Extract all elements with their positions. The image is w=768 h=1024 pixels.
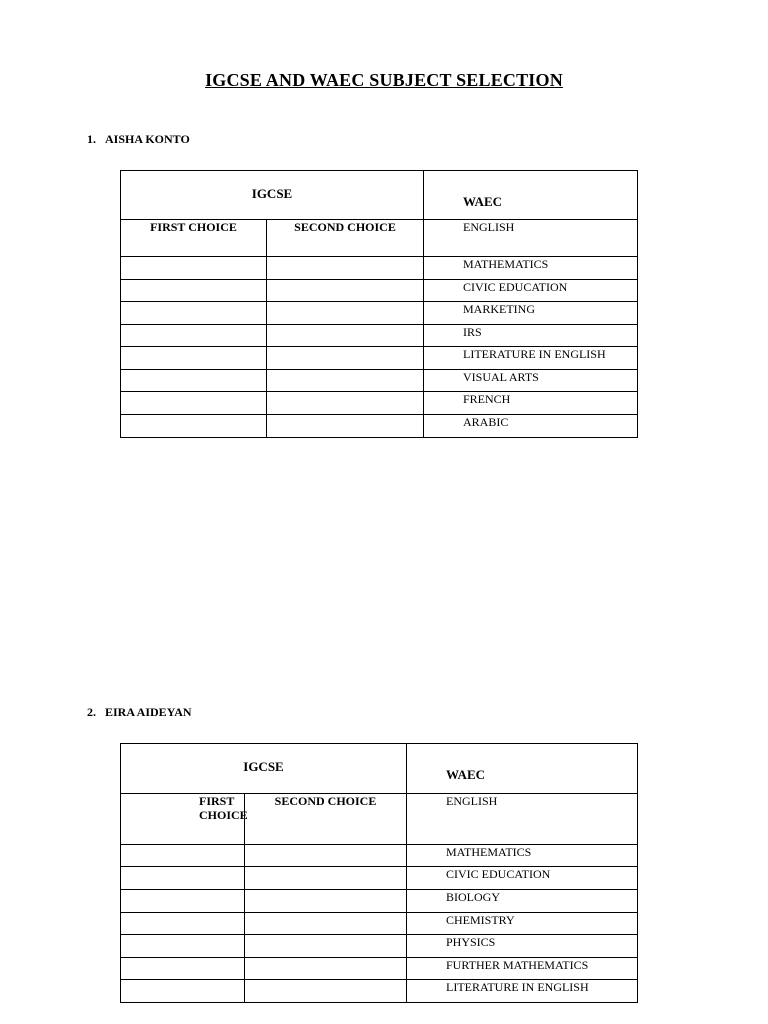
table-row bbox=[121, 325, 638, 347]
table-row bbox=[121, 980, 638, 1003]
waec-subject-cell bbox=[407, 845, 638, 867]
subject-selection-table bbox=[120, 170, 638, 438]
student-heading bbox=[87, 132, 190, 147]
first-choice-header bbox=[121, 794, 248, 845]
waec-subject: VISUAL ARTS bbox=[463, 370, 539, 384]
first-choice-input-cell[interactable] bbox=[121, 392, 267, 415]
waec-subject-cell bbox=[424, 415, 638, 438]
table-row bbox=[121, 958, 638, 980]
first-choice-input-cell[interactable] bbox=[121, 302, 267, 325]
first-choice-input-cell[interactable] bbox=[121, 325, 267, 347]
igcse-header: IGCSE bbox=[251, 186, 293, 201]
waec-subject: FURTHER MATHEMATICS bbox=[446, 958, 589, 972]
waec-subject: MARKETING bbox=[463, 302, 535, 316]
table-row bbox=[121, 392, 638, 415]
second-choice-input-cell[interactable] bbox=[245, 958, 407, 980]
second-choice-input-cell[interactable] bbox=[267, 257, 424, 280]
waec-subject-cell bbox=[407, 913, 638, 935]
student-number: 1. bbox=[87, 132, 96, 146]
first-choice-label: FIRST CHOICE bbox=[150, 220, 237, 234]
table-row bbox=[121, 913, 638, 935]
second-choice-input-cell[interactable] bbox=[245, 980, 407, 1003]
waec-subject: ENGLISH bbox=[463, 220, 515, 234]
first-choice-input-cell[interactable] bbox=[121, 415, 267, 438]
first-choice-header bbox=[121, 220, 267, 257]
table-row bbox=[121, 890, 638, 913]
igcse-header-cell bbox=[121, 744, 407, 794]
waec-subject-cell bbox=[424, 280, 638, 302]
second-choice-input-cell[interactable] bbox=[267, 347, 424, 370]
waec-subject: FRENCH bbox=[463, 392, 511, 406]
waec-header: WAEC bbox=[463, 194, 503, 209]
waec-subject-cell bbox=[407, 935, 638, 958]
second-choice-input-cell[interactable] bbox=[245, 867, 407, 890]
table-row bbox=[121, 347, 638, 370]
student-heading bbox=[87, 705, 192, 720]
second-choice-input-cell[interactable] bbox=[267, 415, 424, 438]
second-choice-input-cell[interactable] bbox=[245, 935, 407, 958]
waec-header-cell bbox=[407, 744, 638, 794]
waec-subject-cell bbox=[407, 980, 638, 1003]
waec-subject: PHYSICS bbox=[446, 935, 496, 949]
first-choice-input-cell[interactable] bbox=[121, 845, 245, 867]
waec-subject: LITERATURE IN ENGLISH bbox=[446, 980, 589, 994]
first-choice-input-cell[interactable] bbox=[121, 370, 267, 392]
table-row bbox=[121, 302, 638, 325]
waec-subject: ENGLISH bbox=[446, 794, 498, 808]
second-choice-header bbox=[245, 794, 407, 845]
igcse-header-cell bbox=[121, 171, 424, 220]
first-choice-input-cell[interactable] bbox=[121, 958, 245, 980]
table-row bbox=[121, 415, 638, 438]
waec-subject: IRS bbox=[463, 325, 482, 339]
first-choice-input-cell[interactable] bbox=[121, 867, 245, 890]
second-choice-input-cell[interactable] bbox=[245, 845, 407, 867]
waec-subject-cell bbox=[424, 302, 638, 325]
document-title: IGCSE AND WAEC SUBJECT SELECTION bbox=[205, 70, 563, 90]
waec-subject: MATHEMATICS bbox=[463, 257, 549, 271]
student-name: EIRA AIDEYAN bbox=[105, 705, 192, 719]
second-choice-label: SECOND CHOICE bbox=[294, 220, 396, 234]
waec-subject: ARABIC bbox=[463, 415, 509, 429]
second-choice-input-cell[interactable] bbox=[267, 325, 424, 347]
second-choice-label: SECOND CHOICE bbox=[274, 794, 377, 808]
waec-subject-cell bbox=[424, 257, 638, 280]
waec-subject: LITERATURE IN ENGLISH bbox=[463, 347, 606, 361]
table-row bbox=[121, 257, 638, 280]
waec-subject: CHEMISTRY bbox=[446, 913, 515, 927]
table-row bbox=[121, 370, 638, 392]
second-choice-header bbox=[267, 220, 424, 257]
first-choice-input-cell[interactable] bbox=[121, 890, 245, 913]
igcse-header: IGCSE bbox=[243, 759, 284, 774]
waec-header: WAEC bbox=[446, 767, 486, 782]
waec-subject-cell bbox=[424, 370, 638, 392]
second-choice-input-cell[interactable] bbox=[245, 890, 407, 913]
waec-header-cell bbox=[424, 171, 638, 220]
second-choice-input-cell[interactable] bbox=[267, 302, 424, 325]
first-choice-input-cell[interactable] bbox=[121, 980, 245, 1003]
first-choice-label: FIRST CHOICE bbox=[199, 794, 248, 822]
waec-subject-cell bbox=[407, 958, 638, 980]
second-choice-input-cell[interactable] bbox=[267, 370, 424, 392]
second-choice-input-cell[interactable] bbox=[267, 392, 424, 415]
first-choice-input-cell[interactable] bbox=[121, 347, 267, 370]
waec-subject: MATHEMATICS bbox=[446, 845, 532, 859]
waec-subject-cell bbox=[424, 347, 638, 370]
waec-subject-cell bbox=[407, 867, 638, 890]
first-choice-input-cell[interactable] bbox=[121, 257, 267, 280]
table-row bbox=[121, 867, 638, 890]
second-choice-input-cell[interactable] bbox=[267, 280, 424, 302]
first-choice-input-cell[interactable] bbox=[121, 280, 267, 302]
waec-subject: CIVIC EDUCATION bbox=[463, 280, 568, 294]
first-choice-input-cell[interactable] bbox=[121, 913, 245, 935]
table-row bbox=[121, 845, 638, 867]
waec-subject: CIVIC EDUCATION bbox=[446, 867, 551, 881]
table-row bbox=[121, 280, 638, 302]
waec-subject: BIOLOGY bbox=[446, 890, 500, 904]
student-number: 2. bbox=[87, 705, 96, 719]
waec-subject-cell bbox=[407, 890, 638, 913]
first-choice-input-cell[interactable] bbox=[121, 935, 245, 958]
waec-subject-cell bbox=[424, 220, 638, 257]
table-row bbox=[121, 935, 638, 958]
waec-subject-cell bbox=[424, 392, 638, 415]
second-choice-input-cell[interactable] bbox=[245, 913, 407, 935]
waec-subject-cell bbox=[407, 794, 638, 845]
subject-selection-table bbox=[120, 743, 638, 1003]
student-name: AISHA KONTO bbox=[105, 132, 190, 146]
waec-subject-cell bbox=[424, 325, 638, 347]
